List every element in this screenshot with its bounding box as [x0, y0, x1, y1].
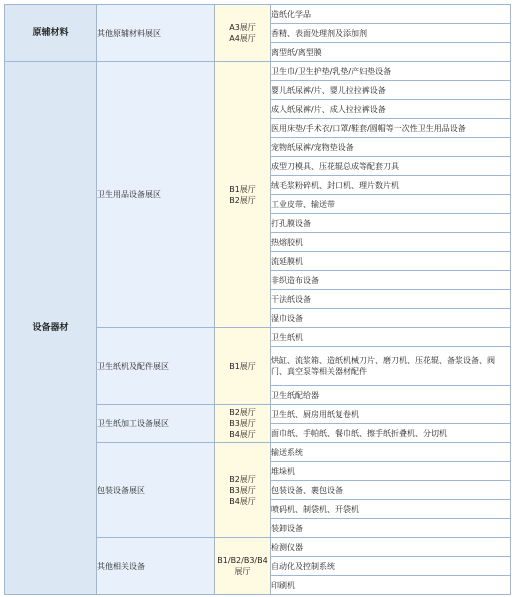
item-cell: 卫生巾/卫生护垫/乳垫/产妇垫设备: [271, 62, 511, 81]
area-cell: 包装设备展区: [97, 443, 215, 538]
item-cell: 卫生纸配给器: [271, 386, 511, 405]
hall-label: B2展厅: [229, 474, 256, 484]
area-cell: 卫生用品设备展区: [97, 62, 215, 328]
item-cell: 香精、表面处理剂及添加剂: [271, 24, 511, 43]
item-cell: 装卸设备: [271, 519, 511, 538]
item-cell: 工业皮带、输送带: [271, 195, 511, 214]
hall-label: A4展厅: [229, 34, 256, 43]
hall-cell: [215, 62, 271, 328]
hall-cell: [215, 443, 271, 538]
hall-label: B4展厅: [229, 430, 256, 439]
exhibition-zone-table: [4, 4, 511, 595]
item-cell: 卫生纸、厨房用纸复卷机: [271, 405, 511, 424]
item-cell: 绒毛浆粉碎机、封口机、理片数片机: [271, 176, 511, 195]
item-cell: 面巾纸、手帕纸、餐巾纸、擦手纸折叠机、分切机: [271, 424, 511, 443]
item-cell: 湿巾设备: [271, 309, 511, 328]
item-cell: 造纸化学品: [271, 5, 511, 24]
item-cell: 医用床垫/手术衣/口罩/鞋套/圆帽等一次性卫生用品设备: [271, 119, 511, 138]
hall-label: B3展厅: [229, 485, 256, 495]
item-cell: 流延膜机: [271, 252, 511, 271]
category-cell: 设备器材: [5, 62, 97, 595]
hall-label: B1展厅: [229, 184, 256, 194]
item-cell: 成型刀模具、压花辊总成等配套刀具: [271, 157, 511, 176]
area-cell: 卫生纸加工设备展区: [97, 405, 215, 443]
table-row: [5, 62, 511, 81]
item-cell: 打孔膜设备: [271, 214, 511, 233]
hall-cell: [215, 5, 271, 62]
item-cell: 宠物纸尿裤/宠物垫设备: [271, 138, 511, 157]
item-cell: 包装设备、裹包设备: [271, 481, 511, 500]
item-cell: 检测仪器: [271, 538, 511, 557]
area-cell: 卫生纸机及配件展区: [97, 328, 215, 405]
hall-label: B2展厅: [229, 195, 256, 205]
item-cell: 干法纸设备: [271, 290, 511, 309]
item-cell: 成人纸尿裤/片、成人拉拉裤设备: [271, 100, 511, 119]
hall-label: 展厅: [234, 567, 251, 576]
hall-cell: [215, 328, 271, 405]
hall-label: B3展厅: [229, 419, 256, 428]
table-row: [5, 5, 511, 24]
hall-label: B2展厅: [229, 408, 256, 417]
hall-label: A3展厅: [229, 23, 256, 32]
item-cell: 堆垛机: [271, 462, 511, 481]
item-cell: 喷码机、制袋机、开袋机: [271, 500, 511, 519]
hall-label: B1/B2/B3/B4: [217, 556, 268, 565]
hall-cell: [215, 405, 271, 443]
item-cell: 婴儿纸尿裤/片、婴儿拉拉裤设备: [271, 81, 511, 100]
item-cell: 离型纸/离型膜: [271, 43, 511, 62]
item-cell: 印刷机: [271, 576, 511, 595]
item-cell: 自动化及控制系统: [271, 557, 511, 576]
area-cell: 其他相关设备: [97, 538, 215, 595]
item-cell: 热熔胶机: [271, 233, 511, 252]
area-cell: 其他原辅材料展区: [97, 5, 215, 62]
hall-cell: [215, 538, 271, 595]
hall-label: B4展厅: [229, 496, 256, 506]
hall-label: B1展厅: [229, 361, 256, 371]
item-cell: 输送系统: [271, 443, 511, 462]
item-cell: 非织造布设备: [271, 271, 511, 290]
item-cell: 卫生纸机: [271, 328, 511, 347]
item-cell: 烘缸、流浆箱、造纸机械刀片、磨刀机、压花辊、备浆设备、阀门、真空泵等相关器材配件: [271, 347, 511, 386]
category-cell: 原辅材料: [5, 5, 97, 62]
